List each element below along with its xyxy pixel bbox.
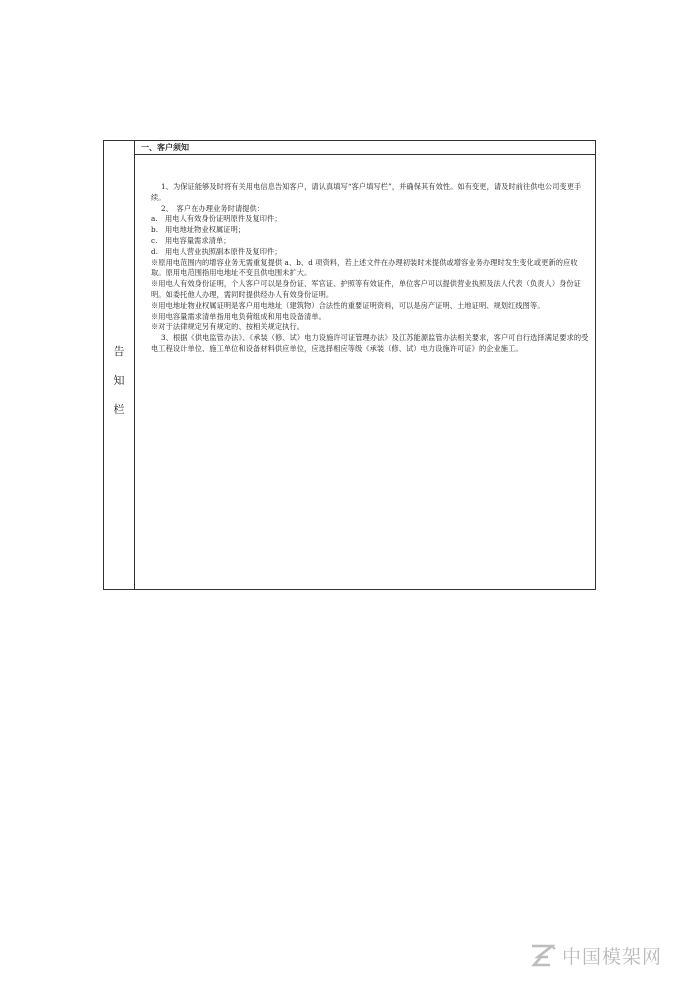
list-text: 用电人营业执照副本原件及复印件； [165, 246, 282, 256]
list-marker: b. [151, 225, 159, 235]
notice-content [151, 182, 592, 355]
list-text: 用电容量需求清单； [165, 235, 231, 245]
watermark [528, 940, 688, 970]
list-text: 用电地址物业权属证明； [165, 225, 246, 235]
list-text: 用电人有效身份证明原件及复印件； [165, 214, 282, 224]
paragraph-2: 2、 客户在办理业务时请提供： [161, 203, 265, 213]
section-title: 一、客户须知 [135, 141, 595, 155]
note-1: ※原用电范围内的增容业务无需重复提供 a、b、d 项资料，若上述文件在办理初装时未提供或增容业务办理时发生变化或更新的应收取。原用电范围指用电地址不变且供电围未扩大。 [151, 257, 578, 278]
list-item [151, 247, 592, 258]
paragraph-3: 3、根据《供电监管办法》、《承装（修、试）电力设施许可证管理办法》及江苏能源监管办法相关要求，客户可自行选择满足要求的受电工程设计单位、施工单位和设备材料供应单位，应选择相应等级《承装（修、试）电力设施许可证》的企业施工。 [151, 333, 589, 353]
side-label-char-1: 告 [113, 344, 125, 358]
list-item [151, 214, 592, 225]
side-label-cell [104, 141, 135, 589]
list-item [151, 236, 592, 247]
note-5: ※对于法律规定另有规定的、按相关规定执行。 [151, 322, 305, 332]
side-label [114, 346, 125, 415]
list-marker: c. [151, 235, 158, 245]
side-label-char-3: 栏 [113, 402, 125, 416]
watermark-text: 中国模架网 [562, 945, 663, 968]
list-marker: a. [151, 214, 158, 224]
note-2: ※用电人有效身份证明，个人客户可以是身份证、军官证、护照等有效证件，单位客户可以提供营业执照及法人代表（负责人）身份证明。如委托他人办理，需同时提供经办人有效身份证明。 [151, 279, 581, 299]
note-4: ※用电容量需求清单指用电负荷组成和用电设备清单。 [151, 311, 326, 321]
list-marker: d. [151, 246, 159, 256]
zj-logo-icon [528, 943, 558, 967]
list-item [151, 225, 592, 236]
paragraph-1: 1、为保证能够及时将有关用电信息告知客户，请认真填写“客户填写栏”，并确保其有效性。如有变更，请及时前往供电公司变更手续。 [151, 182, 582, 202]
note-3: ※用电地址物业权属证明是客户用电地址（建筑物）合法性的重要证明资料，可以是房产证明、土地证明、规划红线图等。 [151, 300, 545, 310]
side-label-char-2: 知 [113, 373, 125, 387]
